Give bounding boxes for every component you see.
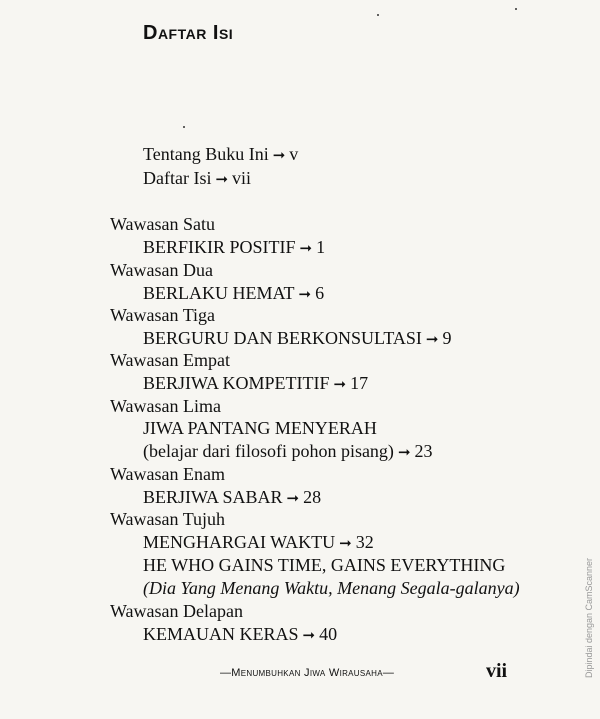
toc-entry: BERGURU DAN BERKONSULTASI ➞ 9 bbox=[143, 328, 452, 348]
page-title: Daftar Isi bbox=[143, 22, 234, 44]
toc-entry: KEMAUAN KERAS ➞ 40 bbox=[143, 624, 338, 644]
chapter-heading: Wawasan Tiga bbox=[110, 305, 216, 325]
chapter-heading: Wawasan Tujuh bbox=[110, 509, 226, 529]
toc-front-item: Tentang Buku Ini ➞ v bbox=[143, 144, 299, 164]
speck bbox=[183, 126, 185, 128]
speck bbox=[377, 14, 379, 16]
chapter-heading: Wawasan Satu bbox=[110, 214, 216, 234]
running-footer: —Menumbuhkan Jiwa Wirausaha— bbox=[220, 667, 395, 679]
toc-entry: JIWA PANTANG MENYERAH bbox=[143, 418, 377, 438]
toc-entry: BERJIWA KOMPETITIF ➞ 17 bbox=[143, 373, 369, 393]
toc-entry: BERLAKU HEMAT ➞ 6 bbox=[143, 283, 325, 303]
speck bbox=[515, 8, 517, 10]
page-number: vii bbox=[486, 660, 508, 682]
chapter-heading: Wawasan Delapan bbox=[110, 601, 243, 621]
toc-entry-subtitle: (belajar dari filosofi pohon pisang) ➞ 23 bbox=[143, 441, 433, 461]
bleed-through-text bbox=[300, 0, 600, 719]
toc-entry: HE WHO GAINS TIME, GAINS EVERYTHING bbox=[143, 555, 506, 575]
toc-entry-translation: (Dia Yang Menang Waktu, Menang Segala-galanya) bbox=[143, 578, 520, 598]
chapter-heading: Wawasan Dua bbox=[110, 260, 214, 280]
toc-entry: BERJIWA SABAR ➞ 28 bbox=[143, 487, 322, 507]
chapter-heading: Wawasan Enam bbox=[110, 464, 226, 484]
chapter-heading: Wawasan Empat bbox=[110, 350, 231, 370]
toc-front-item: Daftar Isi ➞ vii bbox=[143, 168, 252, 188]
scanner-watermark: Dipindai dengan CamScanner bbox=[584, 557, 595, 678]
toc-entry: MENGHARGAI WAKTU ➞ 32 bbox=[143, 532, 374, 552]
toc-entry: BERFIKIR POSITIF ➞ 1 bbox=[143, 237, 326, 257]
chapter-heading: Wawasan Lima bbox=[110, 396, 222, 416]
